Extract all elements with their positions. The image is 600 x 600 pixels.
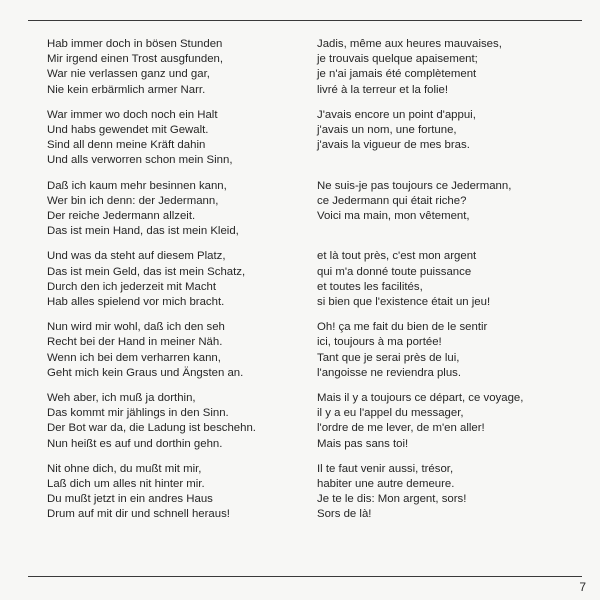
french-verse-line: livré à la terreur et la folie! (317, 83, 449, 96)
german-verse-line: Und habs gewendet mit Gewalt. (47, 124, 209, 137)
german-stanza (47, 108, 292, 169)
page-number: 7 (579, 580, 586, 594)
german-verse-line: Drum auf mit dir und schnell heraus! (47, 508, 230, 521)
german-stanza (47, 391, 292, 452)
french-stanza (317, 462, 577, 523)
german-verse-line: Hab immer doch in bösen Stunden (47, 38, 223, 50)
french-verse-line: qui m'a donné toute puissance (317, 265, 472, 278)
french-verse-line: ce Jedermann qui était riche? (317, 194, 467, 207)
french-verse-line: ici, toujours à ma portée! (317, 336, 442, 349)
german-verse-line: Wenn ich bei dem verharren kann, (47, 351, 221, 364)
german-column (47, 37, 292, 523)
german-verse-line: Wer bin ich denn: der Jedermann, (47, 194, 219, 207)
french-verse-line: Ne suis-je pas toujours ce Jedermann, (317, 179, 512, 192)
german-verse-line: Laß dich um alles nit hinter mir. (47, 478, 205, 491)
french-stanza (317, 249, 577, 310)
bottom-rule (28, 576, 582, 577)
german-verse-line: Der Bot war da, die Ladung ist beschehn. (47, 422, 256, 435)
german-verse-line: War nie verlassen ganz und gar, (47, 68, 210, 81)
french-verse-line: Jadis, même aux heures mauvaises, (317, 38, 502, 50)
german-stanza (47, 462, 292, 523)
french-stanza (317, 179, 577, 240)
french-verse-line: je n'ai jamais été complètement (317, 68, 477, 81)
french-verse-line: Mais il y a toujours ce départ, ce voyage, (317, 392, 524, 405)
german-verse-line: Recht bei der Hand in meiner Näh. (47, 336, 223, 349)
german-verse-line: Hab alles spielend vor mich bracht. (47, 296, 225, 309)
german-verse-line: Das kommt mir jählings in den Sinn. (47, 407, 229, 420)
french-verse-line: et là tout près, c'est mon argent (317, 250, 477, 263)
german-verse-line: Geht mich kein Graus und Ängsten an. (47, 366, 244, 379)
german-verse-line: Daß ich kaum mehr besinnen kann, (47, 179, 227, 192)
german-verse-line: Und alls verworren schon mein Sinn, (47, 154, 233, 167)
french-verse-line: j'avais la vigueur de mes bras. (317, 139, 470, 152)
french-verse-line: si bien que l'existence était un jeu! (317, 296, 491, 309)
french-verse-line: Tant que je serai près de lui, (317, 351, 460, 364)
german-verse-line: Nun wird mir wohl, daß ich den seh (47, 321, 225, 334)
french-stanza (317, 37, 577, 98)
german-verse-line: Der reiche Jedermann allzeit. (47, 210, 196, 223)
french-verse-line: je trouvais quelque apaisement; (317, 53, 478, 66)
french-verse-line: Mais pas sans toi! (317, 437, 409, 450)
french-verse-line: Je te le dis: Mon argent, sors! (317, 493, 467, 506)
french-column (317, 37, 577, 523)
french-verse-line: Sors de là! (317, 508, 372, 521)
german-verse-line: Sind all denn meine Kräft dahin (47, 139, 206, 152)
german-verse-line: Durch den ich jederzeit mit Macht (47, 280, 217, 293)
french-verse-line: l'ordre de me lever, de m'en aller! (317, 422, 485, 435)
french-verse-line: j'avais un nom, une fortune, (317, 124, 457, 137)
french-stanza (317, 108, 577, 169)
german-stanza (47, 37, 292, 98)
german-stanza (47, 179, 292, 240)
top-rule (28, 20, 582, 21)
french-verse-line: il y a eu l'appel du messager, (317, 407, 464, 420)
french-stanza (317, 320, 577, 381)
german-verse-line: Nie kein erbärmlich armer Narr. (47, 83, 206, 96)
german-verse-line: Mir irgend einen Trost ausgfunden, (47, 53, 224, 66)
french-verse-line: l'angoisse ne reviendra plus. (317, 366, 462, 379)
german-stanza (47, 249, 292, 310)
german-verse-line: Du mußt jetzt in ein andres Haus (47, 493, 213, 506)
french-verse-line: Il te faut venir aussi, trésor, (317, 462, 454, 475)
french-verse-line: J'avais encore un point d'appui, (317, 108, 476, 121)
german-verse-line: War immer wo doch noch ein Halt (47, 108, 218, 121)
german-verse-line: Weh aber, ich muß ja dorthin, (47, 392, 196, 405)
german-verse-line: Das ist mein Geld, das ist mein Schatz, (47, 265, 246, 278)
french-verse-line: Voici ma main, mon vêtement, (317, 210, 470, 223)
german-verse-line: Nit ohne dich, du mußt mit mir, (47, 462, 202, 475)
french-verse-line: habiter une autre demeure. (317, 478, 455, 491)
french-verse-line: Oh! ça me fait du bien de le sentir (317, 321, 488, 334)
german-stanza (47, 320, 292, 381)
german-verse-line: Nun heißt es auf und dorthin gehn. (47, 437, 223, 450)
german-verse-line: Und was da steht auf diesem Platz, (47, 250, 226, 263)
french-verse-line: et toutes les facilités, (317, 280, 423, 293)
german-verse-line: Das ist mein Hand, das ist mein Kleid, (47, 225, 239, 238)
french-stanza (317, 391, 577, 452)
